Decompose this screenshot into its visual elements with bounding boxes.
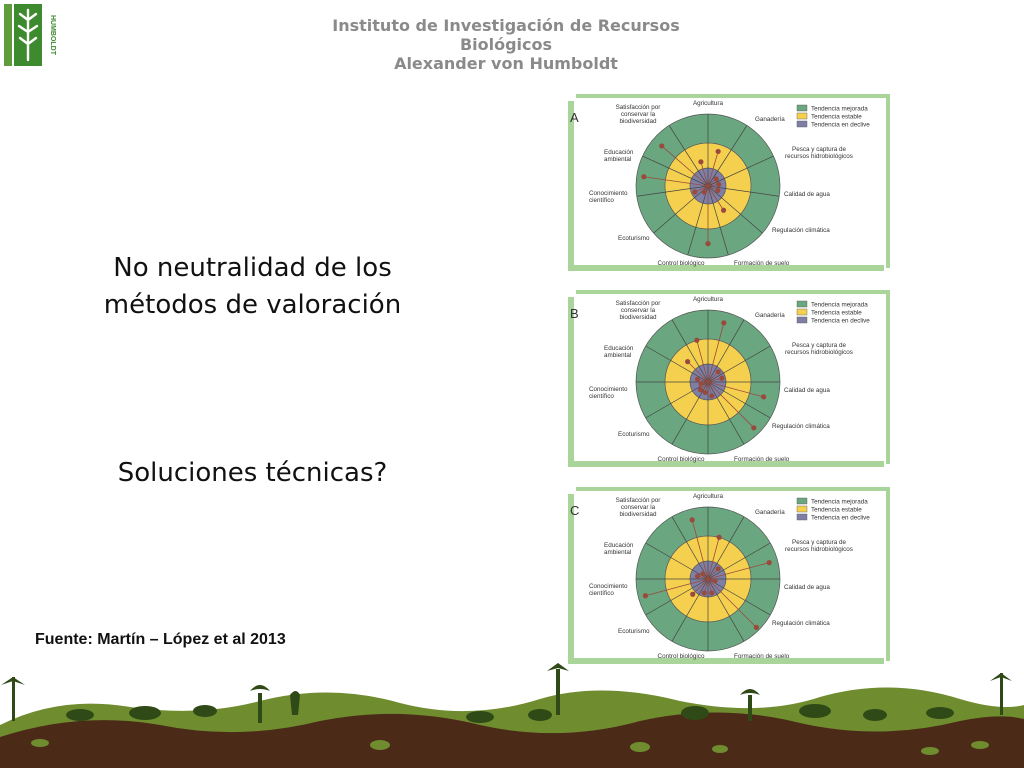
indicator-dot (751, 425, 756, 430)
indicator-dot (709, 393, 714, 398)
indicator-dot (761, 394, 766, 399)
label-formacion-suelo: Formación de suelo (734, 456, 790, 463)
panel-letter: A (570, 110, 579, 125)
label-agricultura: Agricultura (692, 100, 724, 107)
legend-label: Tendencia en declive (811, 317, 870, 325)
label-educacion: Educación ambiental (604, 149, 634, 163)
indicator-dot (717, 535, 722, 540)
indicator-dot (694, 338, 699, 343)
label-agricultura: Agricultura (692, 493, 724, 500)
legend-label: Tendencia estable (811, 506, 862, 514)
indicator-dot (700, 571, 705, 576)
label-satisfaccion: Satisfacción por conservar la biodiversidad (615, 104, 661, 125)
indicator-dot (690, 517, 695, 522)
indicator-dot (719, 376, 724, 381)
legend-swatch (797, 301, 807, 307)
indicator-dot (698, 387, 703, 392)
indicator-dot (721, 320, 726, 325)
institute-name (316, 16, 696, 73)
label-ganaderia: Ganadería (755, 312, 785, 319)
legend-label: Tendencia mejorada (811, 105, 868, 113)
humboldt-logo (4, 4, 56, 66)
panel-letter: C (570, 503, 580, 518)
label-pesca: Pesca y captura de recursos hidrobiológicos (785, 342, 853, 356)
indicator-dot (754, 625, 759, 630)
legend-swatch (797, 121, 807, 127)
indicator-dot (716, 566, 721, 571)
indicator-dot (692, 189, 697, 194)
slide-title-line-2: métodos de valoración (103, 290, 402, 320)
label-satisfaccion: Satisfacción por conservar la biodiversidad (615, 300, 661, 321)
indicator-dot (714, 176, 719, 181)
label-conocimiento: Conocimiento científico (589, 190, 628, 204)
legend-label: Tendencia estable (811, 309, 862, 317)
slide-title (60, 250, 445, 324)
legend-swatch (797, 309, 807, 315)
label-educacion: Educación ambiental (604, 542, 634, 556)
indicator-dot (698, 159, 703, 164)
legend-label: Tendencia en declive (811, 121, 870, 129)
landscape-footer (0, 655, 1024, 768)
label-ganaderia: Ganadería (755, 509, 785, 516)
indicator-dot (716, 149, 721, 154)
legend-label: Tendencia en declive (811, 514, 870, 522)
legend-swatch (797, 317, 807, 323)
legend-label: Tendencia estable (811, 113, 862, 121)
indicator-dot (702, 189, 707, 194)
label-pesca: Pesca y captura de recursos hidrobiológicos (785, 539, 853, 553)
label-conocimiento: Conocimiento científico (589, 386, 628, 400)
label-calidad-agua: Calidad de agua (784, 387, 830, 394)
label-regulacion: Regulación climática (772, 227, 830, 234)
indicator-dot (695, 574, 700, 579)
label-ecoturismo: Ecoturismo (618, 628, 650, 635)
indicator-dot (709, 590, 714, 595)
legend-swatch (797, 113, 807, 119)
indicator-dot (715, 188, 720, 193)
label-calidad-agua: Calidad de agua (784, 584, 830, 591)
indicator-dot (705, 241, 710, 246)
indicator-dot (703, 390, 708, 395)
legend-swatch (797, 498, 807, 504)
institute-line-2: Alexander von Humboldt (394, 54, 618, 73)
indicator-dot (641, 174, 646, 179)
indicator-dot (695, 377, 700, 382)
label-regulacion: Regulación climática (772, 620, 830, 627)
label-conocimiento: Conocimiento científico (589, 583, 628, 597)
indicator-dot (721, 208, 726, 213)
indicator-dot (712, 578, 717, 583)
indicator-dot (643, 593, 648, 598)
institute-line-1: Instituto de Investigación de Recursos Biológicos (332, 16, 680, 54)
indicator-dot (716, 182, 721, 187)
indicator-dot (659, 143, 664, 148)
legend-label: Tendencia mejorada (811, 301, 868, 309)
label-ecoturismo: Ecoturismo (618, 235, 650, 242)
indicator-dot (690, 592, 695, 597)
label-pesca: Pesca y captura de recursos hidrobiológicos (785, 146, 853, 160)
indicator-dot (716, 369, 721, 374)
label-ecoturismo: Ecoturismo (618, 431, 650, 438)
panel-letter: B (570, 306, 579, 321)
legend-label: Tendencia mejorada (811, 498, 868, 506)
slide-title-line-1: No neutralidad de los (113, 253, 392, 283)
label-control-biologico: Control biológico (657, 653, 705, 660)
slide-question: Soluciones técnicas? (117, 458, 388, 488)
label-calidad-agua: Calidad de agua (784, 191, 830, 198)
indicator-dot (698, 381, 703, 386)
indicator-dot (767, 560, 772, 565)
panel-b (568, 289, 893, 473)
panel-a (568, 93, 893, 276)
indicator-dot (685, 359, 690, 364)
panel-c (568, 486, 893, 669)
legend-swatch (797, 105, 807, 111)
source-citation: Fuente: Martín – López et al 2013 (35, 631, 286, 648)
label-agricultura: Agricultura (692, 296, 724, 303)
label-ganaderia: Ganadería (755, 116, 785, 123)
indicator-dot (702, 590, 707, 595)
label-satisfaccion: Satisfacción por conservar la biodiversidad (615, 497, 661, 518)
logo-text: HUMBOLDT (49, 14, 56, 56)
label-formacion-suelo: Formación de suelo (734, 260, 790, 267)
legend-swatch (797, 514, 807, 520)
label-control-biologico: Control biológico (657, 456, 705, 463)
legend-swatch (797, 506, 807, 512)
label-control-biologico: Control biológico (657, 260, 705, 267)
label-formacion-suelo: Formación de suelo (734, 653, 790, 660)
label-educacion: Educación ambiental (604, 345, 634, 359)
label-regulacion: Regulación climática (772, 423, 830, 430)
